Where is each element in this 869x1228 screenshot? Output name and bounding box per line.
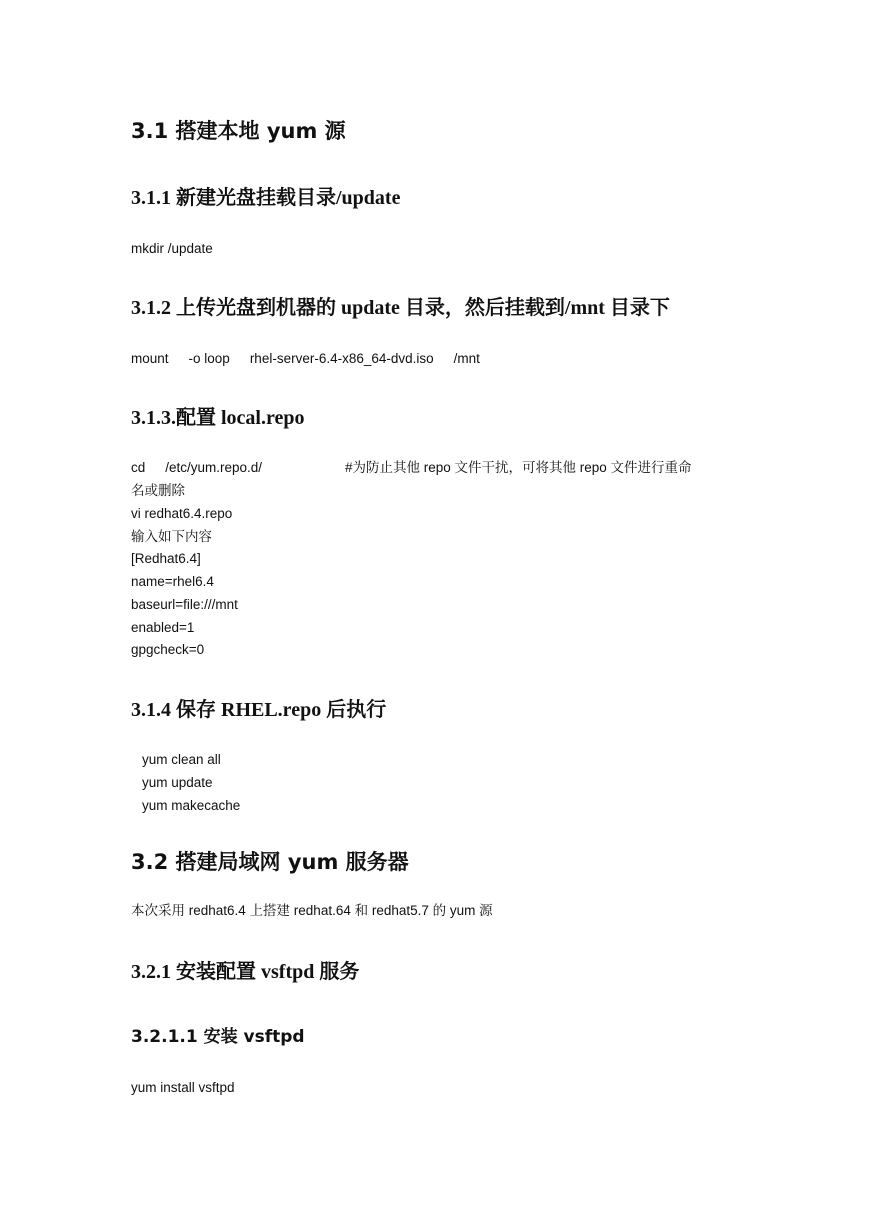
heading-3-1-3: 3.1.3.配置 local.repo — [131, 407, 305, 429]
intro-text: 本次采用 redhat6.4 上搭建 redhat.64 和 redhat5.7 的 yum 源 — [131, 903, 493, 918]
cd-cmd: cd — [131, 460, 146, 475]
yum-command: yum update — [142, 775, 213, 790]
heading-3-2-1: 3.2.1 安装配置 vsftpd 服务 — [131, 961, 360, 983]
repo-line: baseurl=file:///mnt — [131, 597, 238, 612]
mount-target: /mnt — [453, 351, 480, 366]
command-install: yum install vsftpd — [131, 1080, 235, 1095]
repo-line: name=rhel6.4 — [131, 574, 214, 589]
repo-line: 输入如下内容 — [131, 529, 212, 544]
command-cd — [131, 457, 262, 480]
repo-line: vi redhat6.4.repo — [131, 506, 233, 521]
mount-opt: -o loop — [188, 351, 230, 366]
command-mkdir: mkdir /update — [131, 241, 213, 256]
heading-3-1: 3.1 搭建本地 yum 源 — [131, 119, 346, 143]
cd-path: /etc/yum.repo.d/ — [165, 460, 263, 475]
repo-line: enabled=1 — [131, 620, 195, 635]
mount-cmd: mount — [131, 351, 169, 366]
heading-3-1-4: 3.1.4 保存 RHEL.repo 后执行 — [131, 699, 387, 721]
repo-line: gpgcheck=0 — [131, 642, 205, 657]
mount-iso: rhel-server-6.4-x86_64-dvd.iso — [249, 351, 434, 366]
command-mount — [131, 348, 480, 371]
cd-comment-cont: 名或删除 — [131, 483, 185, 498]
heading-3-2-1-1: 3.2.1.1 安装 vsftpd — [131, 1027, 305, 1047]
yum-command: yum clean all — [142, 752, 221, 767]
heading-3-2: 3.2 搭建局域网 yum 服务器 — [131, 850, 409, 874]
yum-command: yum makecache — [142, 798, 241, 813]
heading-3-1-2: 3.1.2 上传光盘到机器的 update 目录，然后挂载到/mnt 目录下 — [131, 297, 670, 319]
heading-3-1-1: 3.1.1 新建光盘挂载目录/update — [131, 187, 401, 209]
repo-line: [Redhat6.4] — [131, 551, 201, 566]
cd-comment: #为防止其他 repo 文件干扰，可将其他 repo 文件进行重命 — [345, 460, 692, 475]
